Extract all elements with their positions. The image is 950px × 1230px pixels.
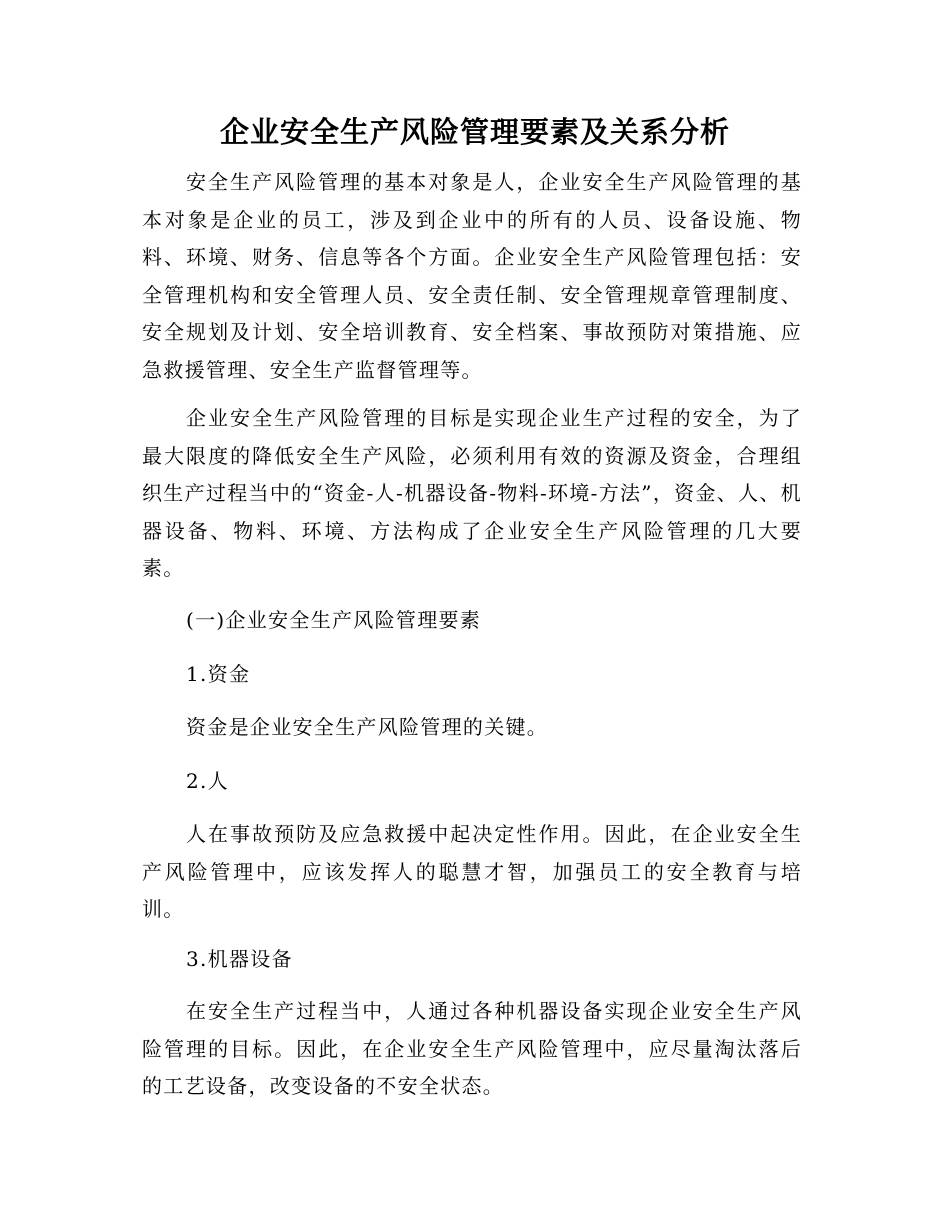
document-title: 企业安全生产风险管理要素及关系分析	[219, 115, 730, 149]
item-body-equipment: 在安全生产过程当中，人通过各种机器设备实现企业安全生产风险管理的目标。因此，在企业安全生产风险管理中，应尽量淘汰落后的工艺设备，改变设备的不安全状态。	[142, 999, 802, 1098]
item-heading-people: 2.人	[186, 769, 229, 793]
section-heading: (一)企业安全生产风险管理要素	[186, 608, 482, 632]
intro-paragraph-1: 安全生产风险管理的基本对象是人，企业安全生产风险管理的基本对象是企业的员工，涉及到企业中的所有的人员、设备设施、物料、环境、财务、信息等各个方面。企业安全生产风险管理包括：安全管理机构和安全管理人员、安全责任制、安全管理规章管理制度、安全规划及计划、安全培训教育、安全档案、事故预防对策措施、应急救援管理、安全生产监督管理等。	[142, 170, 802, 382]
item-heading-funds: 1.资金	[186, 662, 251, 686]
intro-paragraph-2: 企业安全生产风险管理的目标是实现企业生产过程的安全，为了最大限度的降低安全生产风险，必须利用有效的资源及资金，合理组织生产过程当中的“资金-人-机器设备-物料-环境-方法”，资金、人、机器设备、物料、环境、方法构成了企业安全生产风险管理的几大要素。	[142, 406, 802, 580]
item-heading-equipment: 3.机器设备	[186, 947, 293, 971]
item-body-funds: 资金是企业安全生产风险管理的关键。	[186, 715, 549, 739]
item-body-people: 人在事故预防及应急救援中起决定性作用。因此，在企业安全生产风险管理中，应该发挥人的聪慧才智，加强员工的安全教育与培训。	[142, 822, 802, 921]
